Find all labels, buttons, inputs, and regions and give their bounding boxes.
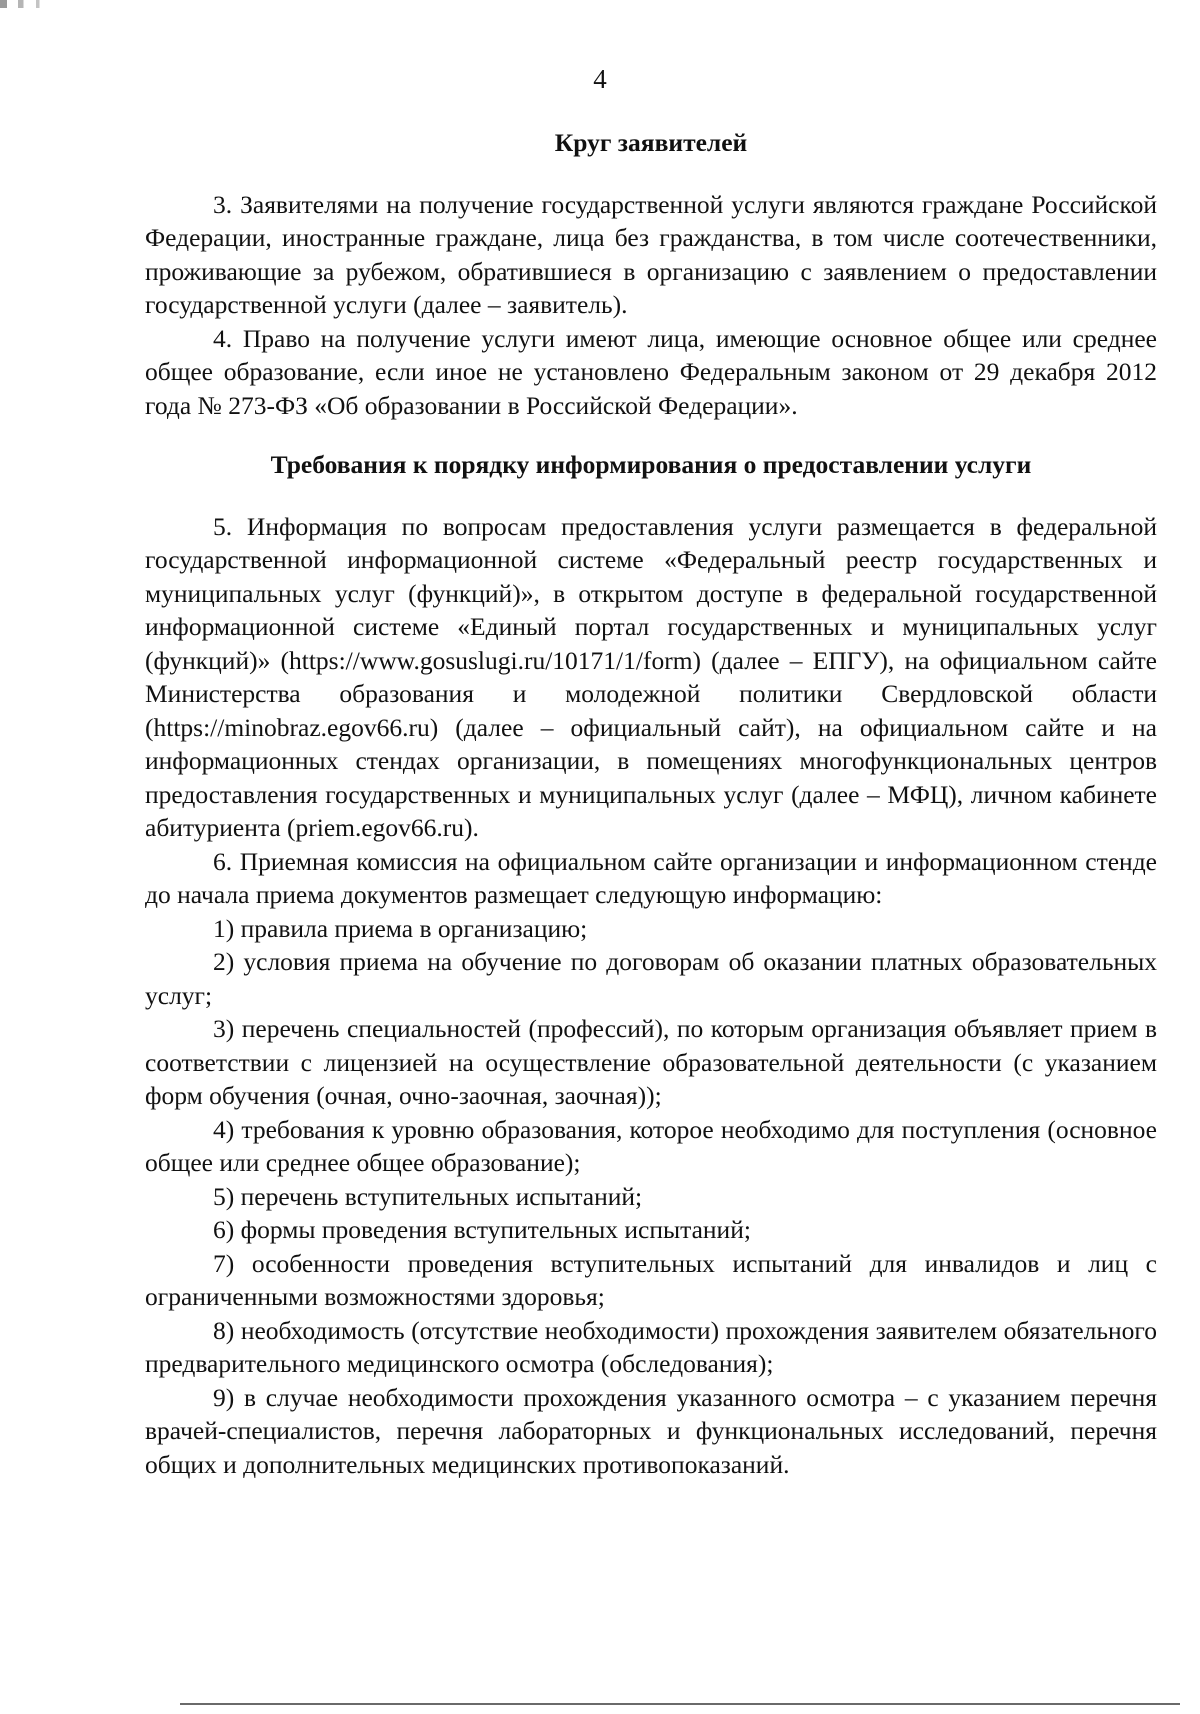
- paragraph-4: 4. Право на получение услуги имеют лица, имеющие основное общее или среднее общее образование, если иное не установлено Федеральным законом от 29 декабря 2012 года № 273-ФЗ «Об образовании в Российской Федерации».: [145, 323, 1157, 420]
- list-item-6: 6) формы проведения вступительных испытаний;: [213, 1215, 751, 1244]
- list-item-7: 7) особенности проведения вступительных испытаний для инвалидов и лиц с ограниченными возможностями здоровья;: [145, 1248, 1157, 1311]
- page-number: 4: [593, 64, 607, 94]
- list-item-8: 8) необходимость (отсутствие необходимости) прохождения заявителем обязательного предварительного медицинского осмотра (обследования);: [145, 1315, 1157, 1378]
- list-item-1: 1) правила приема в организацию;: [213, 913, 588, 943]
- paragraph-3: 3. Заявителями на получение государственной услуги являются граждане Российской Федерации, иностранные граждане, лица без гражданства, в том числе соотечественники, проживающие за рубежом, обратившиеся в организацию с заявлением о предоставлении государственной услуги (далее – заявитель).: [145, 189, 1157, 319]
- section-heading-information-requirements: Требования к порядку информирования о предоставлении услуги: [270, 450, 1032, 479]
- list-item-4: 4) требования к уровню образования, которое необходимо для поступления (основное общее или среднее общее образование);: [145, 1114, 1157, 1177]
- list-item-9: 9) в случае необходимости прохождения указанного осмотра – с указанием перечня врачей-специалистов, перечня лабораторных и функциональных исследований, перечня общих и дополнительных медицинских противопоказаний.: [145, 1382, 1157, 1479]
- list-item-5: 5) перечень вступительных испытаний;: [213, 1181, 643, 1211]
- paragraph-5: 5. Информация по вопросам предоставления услуги размещается в федеральной государственной информационной системе «Федеральный реестр государственных и муниципальных услуг (функций)», в открытом доступе в федеральной государственной информационной системе «Единый портал государственных и муниципальных услуг (функций)» (https://www.gosuslugi.ru/10171/1/form) (далее – ЕПГУ), на официальном сайте Министерства образования и молодежной политики Свердловской области (https://minobraz.egov66.ru) (далее – официальный сайт), на официальном сайте и на информационных стендах организации, в помещениях многофункциональных центров предоставления государственных и муниципальных услуг (далее – МФЦ), личном кабинете абитуриента (priem.egov66.ru).: [145, 511, 1157, 842]
- scan-bottom-edge: [180, 1703, 1180, 1705]
- scan-artifact: [0, 0, 90, 8]
- paragraph-6: 6. Приемная комиссия на официальном сайте организации и информационном стенде до начала приема документов размещает следующую информацию:: [145, 846, 1157, 909]
- section-heading-applicants: Круг заявителей: [554, 128, 748, 157]
- list-item-2: 2) условия приема на обучение по договорам об оказании платных образовательных услуг;: [145, 947, 1157, 1010]
- list-item-3: 3) перечень специальностей (профессий), по которым организация объявляет прием в соответствии с лицензией на осуществление образовательной деятельности (с указанием форм обучения (очная, очно-заочная, заочная));: [145, 1014, 1157, 1110]
- document-body: [145, 126, 1157, 1481]
